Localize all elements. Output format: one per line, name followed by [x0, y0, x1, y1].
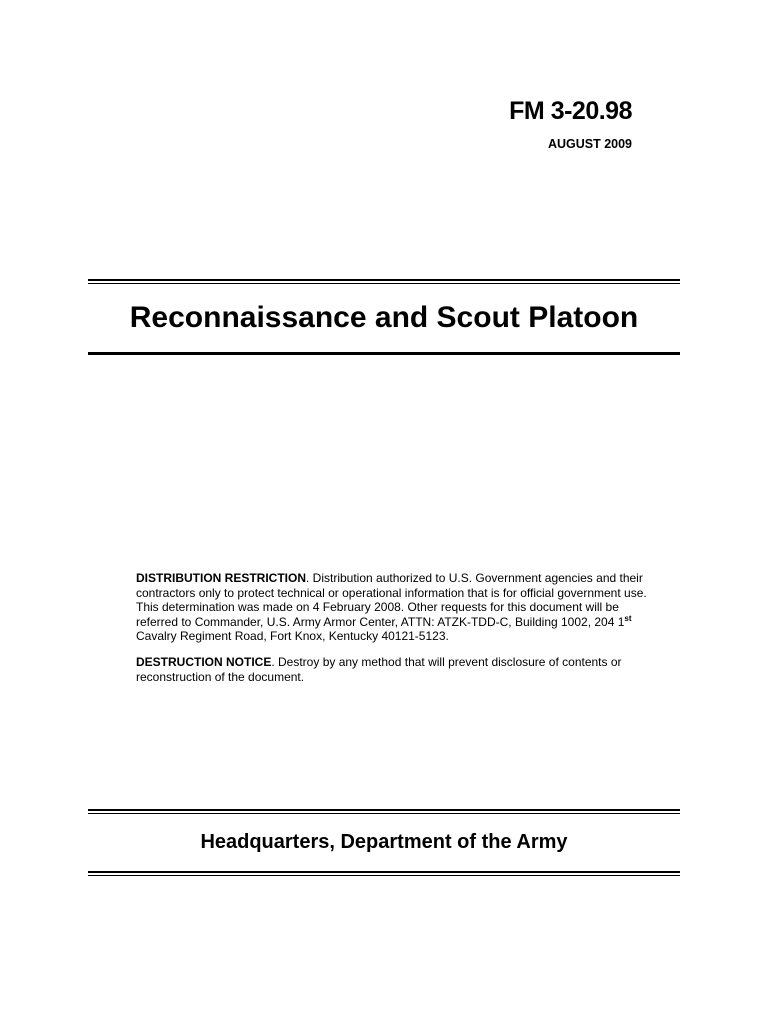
- headquarters-line: Headquarters, Department of the Army: [200, 831, 568, 853]
- field-manual-number: FM 3-20.98: [509, 97, 632, 125]
- distribution-restriction-text: . Distribution authorized to U.S. Government agencies and their contractors only to protect technical or operational information that is for official government use. This determination was made on 4 February 2008. Other requests for this document will be referred to Commander, U.S. Army Armor Center, ATTN: ATZK-TDD-C, Building 1002, 204 1: [136, 571, 647, 629]
- document-title: Reconnaissance and Scout Platoon: [129, 301, 639, 334]
- distribution-restriction-label: DISTRIBUTION RESTRICTION: [136, 571, 306, 585]
- footer-top-rule: [88, 809, 680, 814]
- destruction-notice-label: DESTRUCTION NOTICE: [136, 655, 272, 669]
- title-top-rule: [88, 279, 680, 284]
- ordinal-superscript: st: [624, 613, 632, 623]
- footer-bottom-rule: [88, 871, 680, 876]
- distribution-restriction-notice: [136, 571, 656, 644]
- destruction-notice: [136, 655, 656, 684]
- distribution-restriction-address: Cavalry Regiment Road, Fort Knox, Kentucky 40121-5123.: [136, 629, 449, 644]
- publication-date: AUGUST 2009: [547, 137, 632, 151]
- title-bottom-rule: [88, 352, 680, 355]
- destruction-notice-text: . Destroy by any method that will prevent disclosure of contents or reconstruction of the document.: [136, 655, 622, 684]
